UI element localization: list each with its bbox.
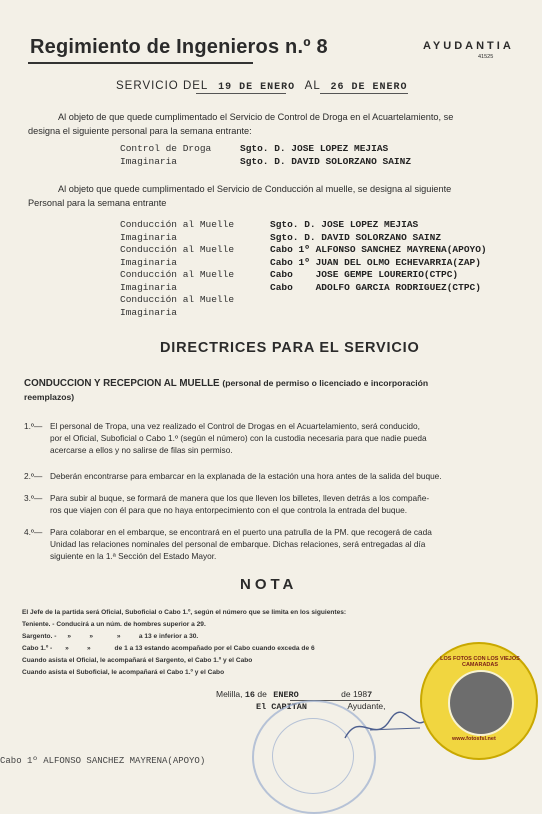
servicio-desde-underline [196,93,286,94]
conduccion-row-value: Cabo JOSE GEMPE LOURERIO(CTPC) [270,269,459,280]
droga-row-label: Control de Droga [120,143,212,154]
conduccion-subtitle-main: CONDUCCION Y RECEPCION AL MUELLE [24,378,220,389]
directriz-line: acercarse a ellos y no salirse de filas sin permiso. [50,445,233,455]
watermark-stamp-center [448,670,514,736]
directriz-item [24,420,522,456]
signature-year-digit: 7 [367,690,373,700]
directriz-line: Para colaborar en el embarque, se encontrará en el puerto una patrulla de la PM. que recogerá de cada [50,527,432,537]
intro-droga [28,110,522,138]
intro-conduccion [28,182,522,210]
directriz-number: 4.º— [24,527,43,537]
intro-droga-line-1: Al objeto de que quede cumplimentado el Servicio de Control de Droga en el Acuartelamiento, se [58,112,454,122]
conduccion-row-label: Imaginaria [120,231,178,243]
servicio-desde: 19 DE ENERO [218,82,296,93]
droga-row [120,143,411,156]
conduccion-row [120,219,487,232]
directriz-line: Deberán encontrarse para embarcar en la explanada de la estación una hora antes de la salida del buque. [50,471,442,481]
directriz-item [24,526,522,562]
watermark-stamp-bottom-text: www.fotosfsl.net [452,736,496,742]
directriz-number: 1.º— [24,421,43,431]
conduccion-row-label: Imaginaria [120,281,178,293]
conduccion-table [120,219,487,319]
conduccion-row-value: Cabo ADOLFO GARCIA RODRIGUEZ(CTPC) [270,281,481,293]
title-underline [28,62,253,64]
servicio-prefix: SERVICIO DEL [116,80,208,92]
regiment-title: Regimiento de Ingenieros n.º 8 [30,36,328,58]
conduccion-row [120,269,487,282]
signature-de: de [257,689,267,699]
conduccion-subtitle-note-cont: reemplazos) [24,392,75,402]
intro-droga-line-2: designa el siguiente personal para la semana entrante: [28,126,252,136]
directriz-line: siguiente en la 1.ª Sección del Estado Mayor. [50,551,217,561]
conduccion-subtitle-note: (personal de permiso o licenciado e incorporación [222,378,429,388]
directriz-number: 2.º— [24,471,43,481]
watermark-stamp-top-text: LOS FOTOS CON LOS VIEJOS CAMARADAS [440,656,520,668]
intro-conduccion-line-2: Personal para la semana entrante [28,198,167,208]
droga-row-value: Sgto. D. JOSE LOPEZ MEJIAS [240,143,389,154]
droga-row-value: Sgto. D. DAVID SOLORZANO SAINZ [240,155,412,167]
conduccion-subtitle [24,378,428,389]
signature-date [216,689,372,700]
directriz-item [24,492,522,516]
servicio-hasta: 26 DE ENERO [330,82,408,93]
cargo-capitan: El CAPITAN [256,702,308,712]
directriz-line: por el Oficial, Suboficial o Cabo 1.º (según el número) con la custodia necesaria para que nadie pueda [50,433,427,443]
droga-table [120,143,411,168]
bottom-typed-line: Cabo 1º ALFONSO SANCHEZ MAYRENA(APOYO) [0,756,206,766]
signature-day: 16 [244,690,256,700]
signature-month: ENERO [273,690,299,700]
conduccion-row-label: Conducción al Muelle [120,219,235,230]
conduccion-row-label: Conducción al Muelle [120,294,235,305]
nota-line: Sargento. - » » » a 13 e inferior a 30. [22,633,199,640]
conduccion-row-label: Imaginaria [120,306,178,318]
directriz-number: 3.º— [24,493,43,503]
nota-line: Cabo 1.º - » » de 1 a 13 estando acompañado por el Cabo cuando exceda de 6 [22,645,315,652]
nota-title: NOTA [240,576,298,593]
conduccion-row-label: Conducción al Muelle [120,244,235,255]
directriz-line: Para subir al buque, se formará de manera que los que lleven los billetes, lleven detrás a los compañe- [50,493,430,503]
ayudantia-label: AYUDANTIA [423,40,514,52]
droga-row-label: Imaginaria [120,155,178,167]
signature-place: Melilla, [216,689,243,699]
signature-year-prefix: de 198 [341,689,368,699]
watermark-stamp [420,642,538,760]
conduccion-row [120,232,487,245]
directriz-line: ros que viajen con él para que no haya entorpecimiento con el que controla la entrada del buque. [50,505,408,515]
intro-conduccion-line-1: Al objeto que quede cumplimentado el Servicio de Conducción al muelle, se designa al siguiente [58,184,452,194]
conduccion-row [120,307,487,320]
conduccion-row-value: Cabo 1º ALFONSO SANCHEZ MAYRENA(APOYO) [270,244,487,255]
directriz-item [24,470,522,482]
directriz-line: Unidad las relaciones nominales del personal de embarque. Dichas relaciones, será entregadas al día [50,539,426,549]
conduccion-row [120,257,487,270]
conduccion-row [120,244,487,257]
conduccion-row [120,294,487,307]
conduccion-row [120,282,487,295]
conduccion-row-value: Cabo 1º JUAN DEL OLMO ECHEVARRIA(ZAP) [270,256,481,268]
droga-row [120,156,411,169]
directriz-line: El personal de Tropa, una vez realizado el Control de Drogas en el Acuartelamiento, será conducido, [50,421,420,431]
conduccion-row-label: Conducción al Muelle [120,269,235,280]
reference-number: 41525 [478,54,494,60]
servicio-line [116,80,414,93]
nota-line: El Jefe de la partida será Oficial, Suboficial o Cabo 1.º, según el número que se limita en los siguientes: [22,609,347,616]
nota-line: Teniente. - Conducirá a un núm. de hombres superior a 29. [22,621,206,628]
directrices-title: DIRECTRICES PARA EL SERVICIO [160,340,420,356]
conduccion-row-value: Sgto. D. DAVID SOLORZANO SAINZ [270,231,442,243]
servicio-hasta-underline [320,93,408,94]
servicio-al: AL [304,80,321,92]
conduccion-row-label: Imaginaria [120,256,178,268]
nota-line: Cuando asista el Oficial, le acompañará el Sargento, el Cabo 1.º y el Cabo [22,657,253,664]
cargo-ayudante: Ayudante, [347,701,386,711]
conduccion-row-value: Sgto. D. JOSE LOPEZ MEJIAS [270,219,419,230]
nota-line: Cuando asista el Suboficial, le acompañará el Cabo 1.º y el Cabo [22,669,225,676]
